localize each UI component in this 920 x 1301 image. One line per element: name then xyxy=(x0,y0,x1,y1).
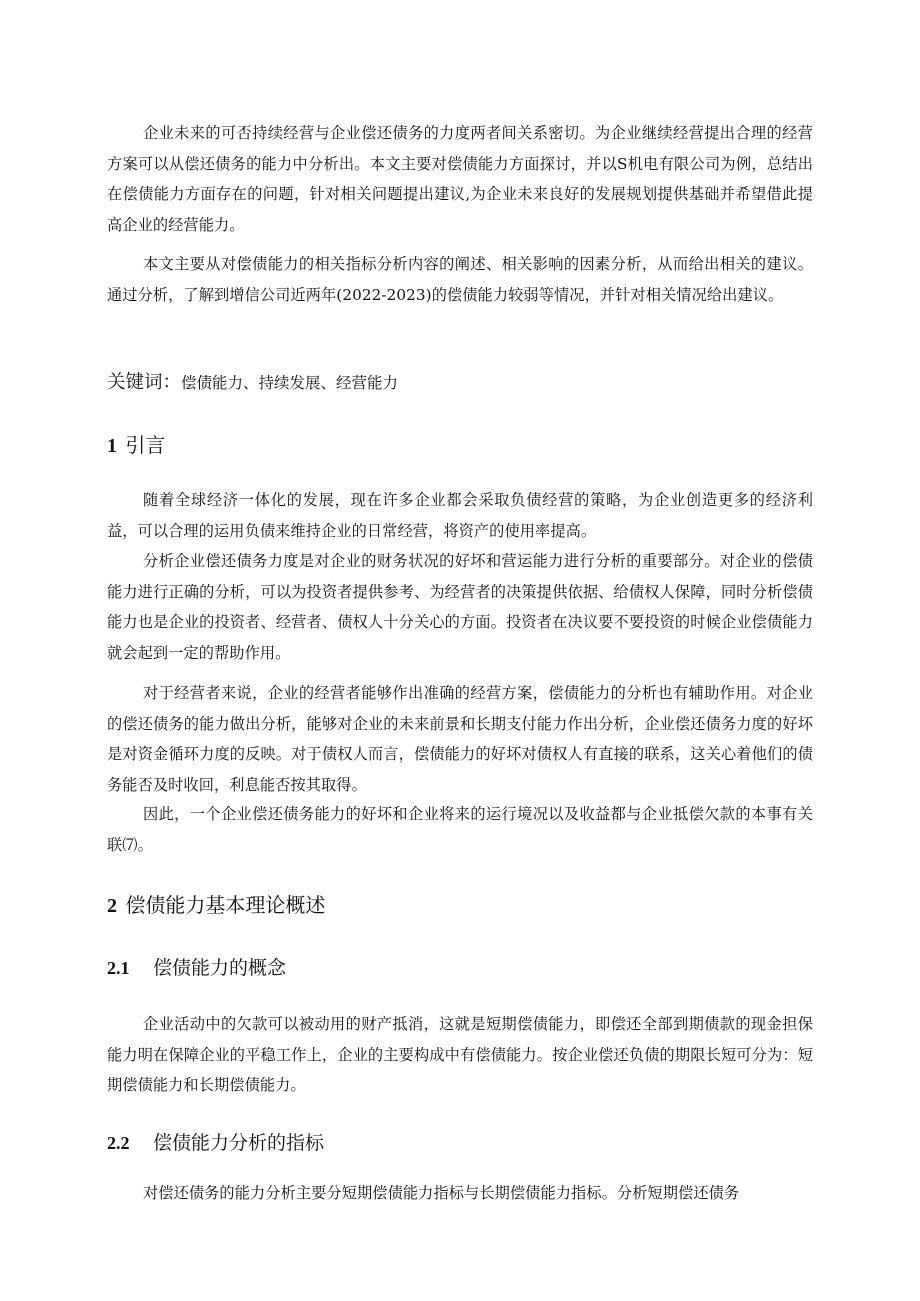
subsection-2-1-number: 2.1 xyxy=(107,958,130,978)
subsection-2-1-title: 偿债能力的概念 xyxy=(153,957,287,979)
section-2-heading xyxy=(107,889,325,918)
section-1-heading xyxy=(107,429,165,458)
section-1-paragraph-3: 对于经营者来说，企业的经营者能够作出准确的经营方案，偿债能力的分析也有辅助作用。对企业的偿还债务的能力做出分析，能够对企业的未来前景和长期支付能力作出分析，企业偿还债务力度的好坏是对资金循环力度的反映。对于债权人而言，偿债能力的好坏对债权人有直接的联系，这关心着他们的债务能否及时收回，利息能否按其取得。 xyxy=(107,684,813,794)
section-1-number: 1 xyxy=(107,435,117,457)
section-1-paragraph-4: 因此，一个企业偿还债务能力的好坏和企业将来的运行境况以及收益都与企业抵偿欠款的本事有关联⑺。 xyxy=(107,805,813,854)
subsection-2-2-number: 2.2 xyxy=(107,1133,130,1153)
keywords-label: 关键词： xyxy=(107,372,182,393)
section-2-number: 2 xyxy=(107,895,117,917)
subsection-2-2-title: 偿债能力分析的指标 xyxy=(153,1132,325,1154)
keywords-value: 偿债能力、持续发展、经营能力 xyxy=(181,374,399,392)
subsection-2-1-paragraph: 企业活动中的欠款可以被动用的财产抵消，这就是短期偿债能力，即偿还全部到期债款的现金担保能力明在保障企业的平稳工作上，企业的主要构成中有偿债能力。按企业偿还负债的期限长短可分为：短期偿债能力和长期偿债能力。 xyxy=(107,1015,813,1094)
keywords-line xyxy=(107,368,398,394)
subsection-2-1-heading xyxy=(107,953,286,980)
section-1-paragraph-1: 随着全球经济一体化的发展，现在许多企业都会采取负债经营的策略，为企业创造更多的经济利益，可以合理的运用负债来维持企业的日常经营，将资产的使用率提高。 xyxy=(107,491,813,540)
abstract-paragraph-1: 企业未来的可否持续经营与企业偿还债务的力度两者间关系密切。为企业继续经营提出合理的经营方案可以从偿还债务的能力中分析出。本文主要对偿债能力方面探讨，并以S机电有限公司为例，总结出在偿债能力方面存在的问题，针对相关问题提出建议,为企业未来良好的发展规划提供基础并希望借此提高企业的经营能力。 xyxy=(107,124,813,234)
abstract-paragraph-2: 本文主要从对偿债能力的相关指标分析内容的阐述、相关影响的因素分析，从而给出相关的建议。通过分析，了解到增信公司近两年(2022-2023)的偿债能力较弱等情况，并针对相关情况给出建议。 xyxy=(107,255,813,304)
subsection-2-2-heading xyxy=(107,1128,324,1155)
section-1-title: 引言 xyxy=(125,433,166,457)
section-1-paragraph-2: 分析企业偿还债务力度是对企业的财务状况的好坏和营运能力进行分析的重要部分。对企业的偿债能力进行正确的分析，可以为投资者提供参考、为经营者的决策提供依据、给债权人保障，同时分析偿债能力也是企业的投资者、经营者、债权人十分关心的方面。投资者在决议要不要投资的时候企业偿债能力就会起到一定的帮助作用。 xyxy=(107,552,813,662)
subsection-2-2-paragraph: 对偿还债务的能力分析主要分短期偿债能力指标与长期偿债能力指标。分析短期偿还债务 xyxy=(143,1184,740,1202)
section-2-title: 偿债能力基本理论概述 xyxy=(125,893,326,917)
